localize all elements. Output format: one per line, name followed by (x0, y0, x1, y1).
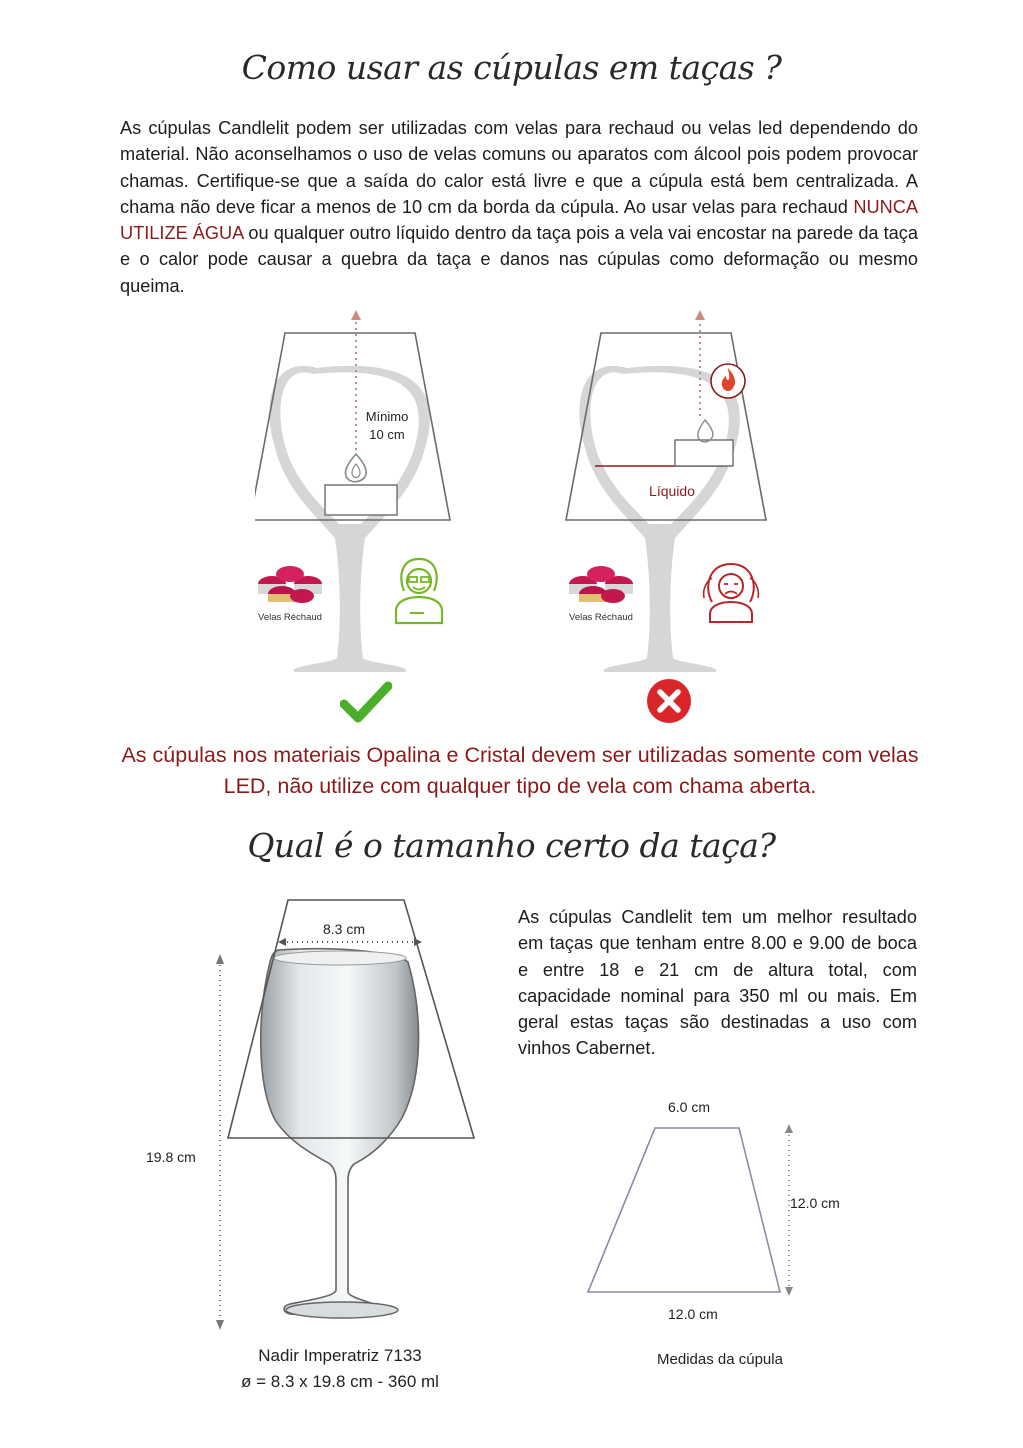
usage-text-part2: ou qualquer outro líquido dentro da taça pois a vela vai encostar na parede da taça e o calor pode causar a quebra da taça e danos nas cúpulas como deformação ou mesmo queima. (120, 223, 918, 296)
tealight-candles-icon (563, 560, 639, 610)
tealight-candles-wrong (563, 560, 639, 630)
shade-bottom-label: 12.0 cm (668, 1306, 718, 1322)
wrong-glass-illustration (565, 308, 775, 728)
shade-caption: Medidas da cúpula (657, 1351, 783, 1368)
glass-height-label: 19.8 cm (146, 1149, 196, 1165)
correct-glass-illustration (255, 308, 465, 728)
candles-label-correct: Velas Réchaud (258, 612, 322, 623)
correct-check-icon (340, 680, 392, 726)
glass-mouth-width: 8.3 cm (322, 921, 366, 937)
tealight-candles-correct (252, 560, 328, 630)
glass-measure-figure (140, 890, 480, 1330)
material-warning: As cúpulas nos materiais Opalina e Cristal devem ser utilizadas somente com velas LED, não utilize com qualquer tipo de vela com chama aberta. (121, 743, 919, 798)
correct-usage-panel (255, 308, 465, 728)
no-water-warning: NUNCA UTILIZE ÁGUA (120, 196, 918, 244)
shade-top-label: 6.0 cm (668, 1099, 711, 1115)
glass-model-name: Nadir Imperatriz 7133 (258, 1346, 422, 1365)
size-paragraph: As cúpulas Candlelit tem um melhor resultado em taças que tenham entre 8.00 e 9.00 de boca e entre 18 e 21 cm de altura total, com capacidade nominal para 350 ml ou mais. Em geral estas taças são destinadas a uso com vinhos Cabernet. (518, 907, 917, 1059)
wrong-usage-panel (565, 308, 775, 728)
shade-height-label: 12.0 cm (790, 1195, 840, 1211)
wine-glass-illustration (140, 890, 480, 1330)
usage-paragraph (120, 115, 918, 299)
candles-label-wrong: Velas Réchaud (569, 612, 633, 623)
tealight-candles-icon (252, 560, 328, 610)
wrong-cross-icon (646, 678, 692, 724)
glass-model-spec: ø = 8.3 x 19.8 cm - 360 ml (241, 1372, 439, 1391)
usage-text-part1: As cúpulas Candlelit podem ser utilizadas com velas para rechaud ou velas led dependendo do material. Não aconselhamos o uso de velas comuns ou aparatos com álcool pois podem provocar chamas. Certifique-se que a saída do calor está livre e que a cúpula está bem centralizada. A chama não deve ficar a menos de 10 cm da borda da cúpula. Ao usar velas para rechaud (120, 118, 918, 217)
sad-person-icon (700, 558, 762, 624)
section2-title: Qual é o tamanho certo da taça? (247, 826, 776, 865)
section1-title: Como usar as cúpulas em taças ? (241, 48, 782, 87)
minimum-label-line2: 10 cm (369, 427, 405, 442)
happy-person-icon (388, 555, 450, 625)
liquid-label: Líquido (649, 483, 695, 499)
minimum-label-line1: Mínimo (365, 409, 409, 424)
